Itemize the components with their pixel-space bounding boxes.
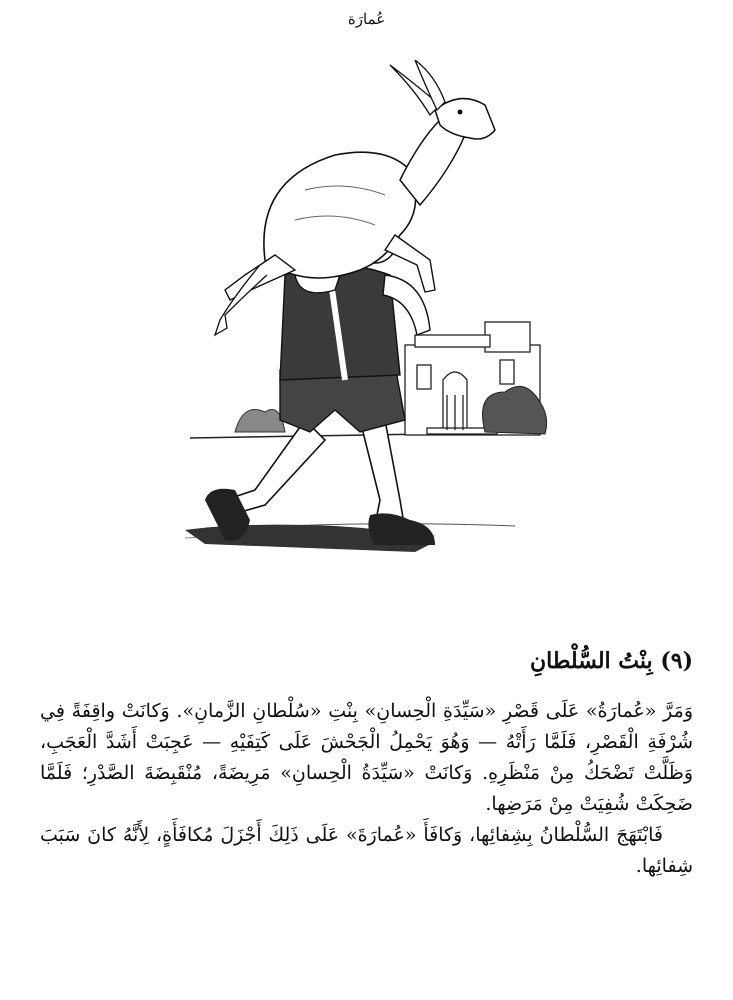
running-header: عُمارَة bbox=[347, 10, 386, 28]
boy-right-shoe bbox=[368, 513, 435, 545]
donkey-tail bbox=[215, 265, 267, 335]
bush-left bbox=[235, 410, 285, 433]
paragraph: فَابْتَهَجَ السُّلْطانُ بِشِفائِها، وَكافَأَ «عُمارَةَ» عَلَى ذَلِكَ أَجْزَلَ مُكافَأَةٍ، لِأَنَّهُ كانَ سَبَبَ شِفائِها. bbox=[40, 824, 693, 877]
donkey-body bbox=[264, 152, 416, 278]
chapter-title: (٩) بِنْتُ السُّلْطانِ bbox=[530, 648, 693, 674]
illustration-boy-carrying-donkey bbox=[185, 60, 550, 580]
chapter-body bbox=[40, 696, 693, 882]
donkey-eye bbox=[458, 110, 463, 115]
paragraph: وَمَرَّ «عُمارَةُ» عَلَى قَصْرِ «سَيِّدَةِ الْحِسانِ» بِنْتِ «سُلْطانِ الزَّمانِ». وَكانَتْ واقِفَةً فِي شُرْفَةِ الْقَصْرِ، فَلَمَّا رَأَتْهُ — وَهُوَ يَحْمِلُ الْجَحْشَ عَلَى كَتِفَيْهِ — عَجِبَتْ أَشَدَّ الْعَجَبِ، وَظَلَّتْ تَضْحَكُ مِنْ مَنْظَرِهِ. وَكانَتْ «سَيِّدَةُ الْحِسانِ» مَرِيضَةً، مُنْقَبِضَةَ الصَّدْرِ؛ فَلَمَّا ضَحِكَتْ شُفِيَتْ مِنْ مَرَضِها. bbox=[40, 700, 693, 815]
